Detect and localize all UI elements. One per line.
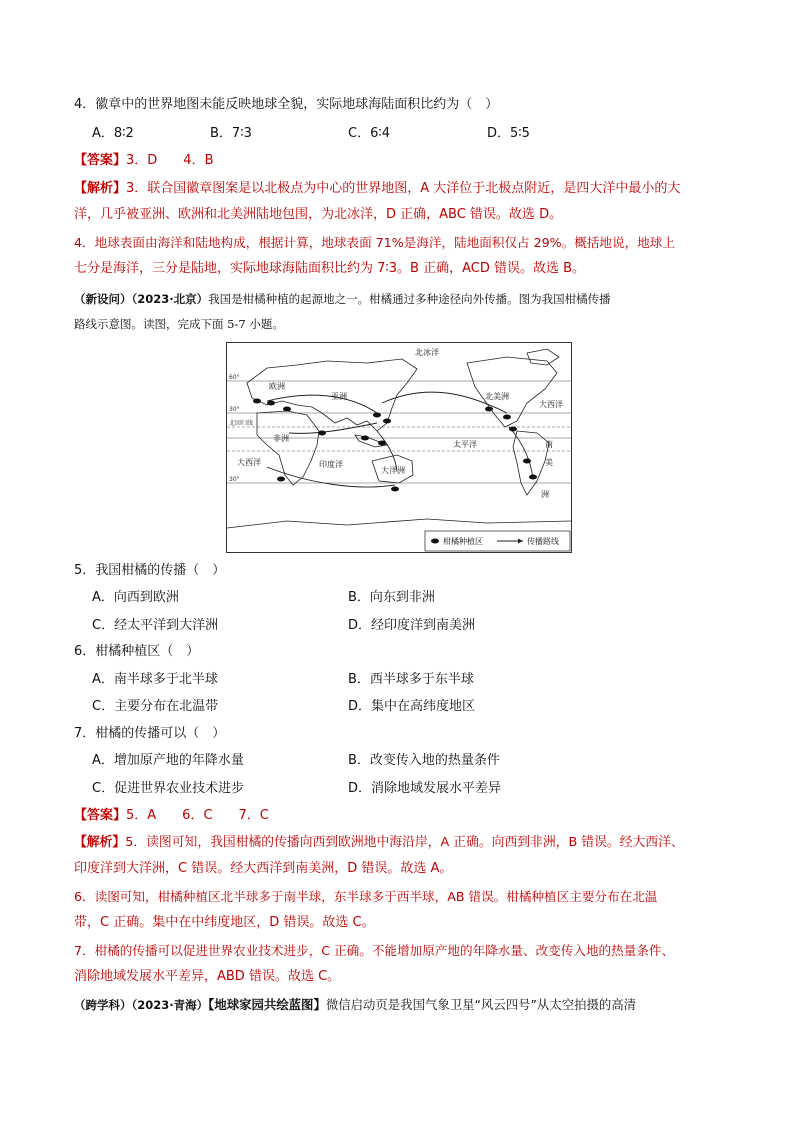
citrus-spread-map [226,342,572,553]
answer-block-3-4 [74,152,214,170]
plantation-marker [361,436,369,441]
analysis-tag: 【解析】 [74,835,126,850]
antarctica-shape [227,519,571,528]
greenland-shape [527,349,559,365]
q4-option-a: A．8∶2 [92,126,134,141]
analysis-line: 7．柑橘的传播可以促进世界农业技术进步，C 正确。不能增加原产地的年降水量、改变传入地的热量条件、 [74,943,675,958]
label-sa-1: 南 [545,440,553,449]
plantation-marker [318,431,326,436]
passage-source: （2023·青海） [131,998,209,1012]
plantation-marker [283,407,291,412]
label-oceania: 大洋洲 [381,466,405,475]
passage-source: （2023·北京） [131,292,209,306]
legend-plant-icon [431,539,439,544]
q7-option-b: B．改变传入地的热量条件 [348,753,500,768]
q5-stem: 5．我国柑橘的传播（ ） [74,563,226,578]
label-pacific: 太平洋 [453,440,477,449]
q4-option-c: C．6∶4 [348,126,391,141]
analysis-line: 4．地球表面由海洋和陆地构成，根据计算，地球表面 71%是海洋，陆地面积仅占 29%。概括地说，地球上 [74,235,675,250]
plantation-marker [529,475,537,480]
label-sa-2: 美 [545,458,553,467]
passage-tag: （跨学科） [74,998,132,1012]
plantation-marker [391,487,399,492]
lat-label-30n: 30° [229,406,240,413]
q7-option-a: A．增加原产地的年降水量 [92,753,244,768]
analysis-line: 洋，几乎被亚洲、欧洲和北美洲陆地包围，为北冰洋，D 正确，ABC 错误。故选 D。 [74,207,563,222]
plantation-marker [267,401,275,406]
plantation-marker [523,459,531,464]
q5-option-b: B．向东到非洲 [348,590,435,605]
plantation-marker [373,413,381,418]
label-africa: 非洲 [273,434,289,443]
passage-intro-2 [74,996,636,1014]
plantation-marker [253,399,261,404]
q6-stem: 6．柑橘种植区（ ） [74,644,200,659]
analysis-line: 6．读图可知，柑橘种植区北半球多于南半球，东半球多于西半球，AB 错误。柑橘种植区主要分布在北温 [74,889,658,904]
q6-option-d: D．集中在高纬度地区 [348,699,476,714]
answer-text: 5．A 6．C 7．C [126,808,269,823]
analysis-text: 5．读图可知，我国柑橘的传播向西到欧洲地中海沿岸，A 正确。向西到非洲，B 错误。经大西洋、 [125,835,684,850]
lat-label-tropic: 北回归线 [229,420,254,427]
analysis-tag: 【解析】 [74,181,127,196]
q7-option-d: D．消除地域发展水平差异 [348,781,502,796]
analysis-line: 印度洋到大洋洲，C 错误。经大西洋到南美洲，D 错误。故选 A。 [74,861,453,876]
legend-plant-label: 柑橘种植区 [443,537,483,546]
legend-route-label: 传播路线 [527,537,559,546]
label-sa-3: 洲 [541,490,549,499]
label-indian: 印度洋 [319,460,343,469]
q7-option-c: C．促进世界农业技术进步 [92,781,245,796]
passage-intro [74,290,611,308]
south-america-shape [513,431,549,495]
passage-text: 微信启动页是我国气象卫星“风云四号”从太空拍摄的高清 [325,997,637,1012]
passage-tag: （新设问） [74,292,132,306]
analysis-line [74,180,680,198]
route-to-africa [289,423,377,433]
q5-option-a: A．向西到欧洲 [92,590,179,605]
plantation-marker [378,441,386,446]
plantation-marker [485,407,493,412]
lat-label-60: 60° [229,374,240,381]
analysis-line [74,834,684,852]
q4-option-d: D．5∶5 [487,126,530,141]
answer-tag: 【答案】 [74,808,127,823]
q4-option-b: B．7∶3 [210,126,252,141]
q5-option-d: D．经印度洋到南美洲 [348,618,476,633]
q6-option-b: B．西半球多于东半球 [348,672,474,687]
analysis-line: 带，C 正确。集中在中纬度地区，D 错误。故选 C。 [74,915,375,930]
answer-tag: 【答案】 [74,153,127,168]
answer-block-5-7 [74,807,269,825]
plantation-marker [503,415,511,420]
analysis-line: 消除地域发展水平差异，ABD 错误。故选 C。 [74,969,341,984]
plantation-marker [277,477,285,482]
route-to-sa [509,427,533,479]
passage-title: 【地球家园共绘蓝图】 [208,997,326,1012]
q7-stem: 7．柑橘的传播可以（ ） [74,726,226,741]
passage-text: 我国是柑橘种植的起源地之一。柑橘通过多种途径向外传播。图为我国柑橘传播 [208,292,611,306]
q6-option-a: A．南半球多于北半球 [92,672,218,687]
label-north-america: 北美洲 [485,392,509,401]
label-atlantic-sw: 大西洋 [237,458,261,467]
analysis-text: 3．联合国徽章图案是以北极点为中心的世界地图，A 大洋位于北极点附近，是四大洋中最小的大 [126,181,681,196]
africa-shape [257,411,319,485]
label-atlantic-ne: 大西洋 [539,400,563,409]
north-america-shape [467,357,557,427]
label-arctic: 北冰洋 [415,348,439,357]
passage-text: 路线示意图。读图，完成下面 5-7 小题。 [74,317,284,331]
label-asia: 亚洲 [331,392,347,401]
analysis-line: 七分是海洋，三分是陆地，实际地球海陆面积比约为 7∶3。B 正确，ACD 错误。故选 B。 [74,261,586,276]
plantation-marker [383,419,391,424]
label-europe: 欧洲 [269,382,285,391]
q5-option-c: C．经太平洋到大洋洲 [92,618,219,633]
q6-option-c: C．主要分布在北温带 [92,699,219,714]
plantation-marker [509,427,517,432]
route-west-europe [267,395,377,413]
q4-stem: 4．徽章中的世界地图未能反映地球全貌，实际地球海陆面积比约为（ ） [74,97,499,112]
lat-label-30s: 30° [229,476,240,483]
answer-text: 3．D 4．B [126,153,214,168]
